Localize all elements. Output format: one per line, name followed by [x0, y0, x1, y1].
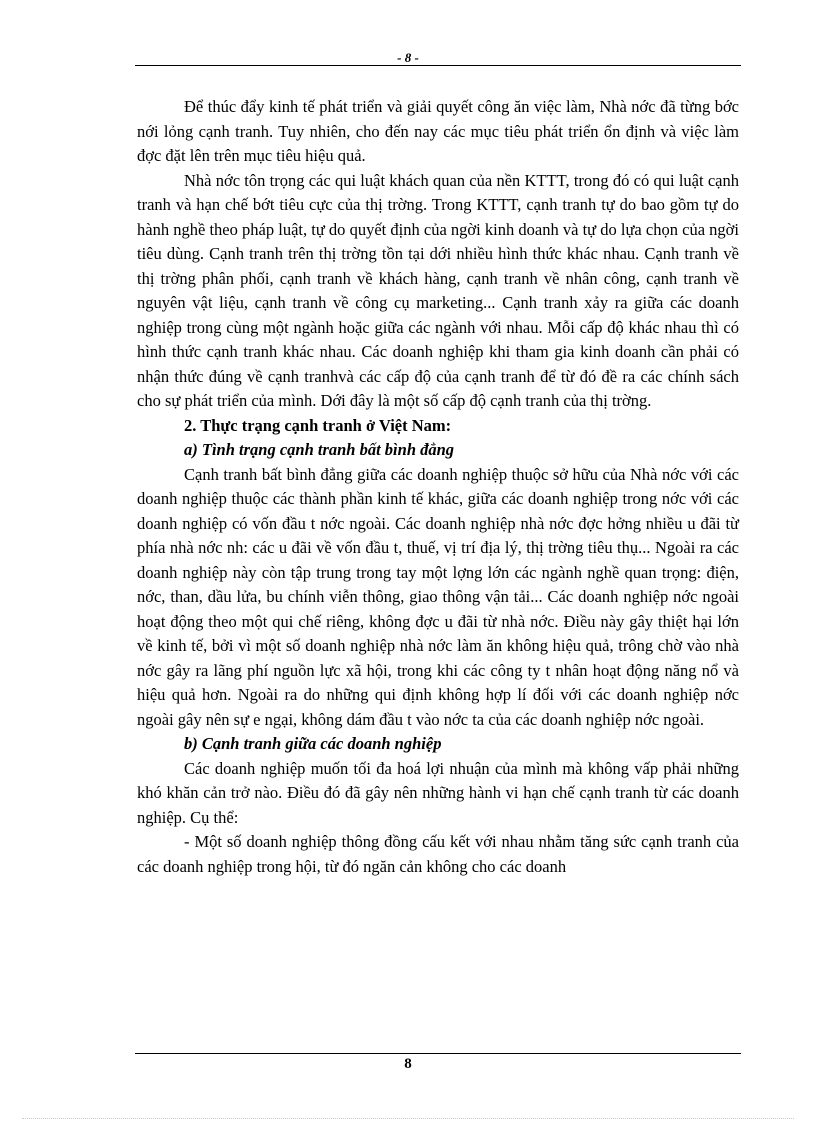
footer-divider	[135, 1053, 741, 1054]
page-bottom-edge	[22, 1118, 794, 1119]
header-divider	[135, 65, 741, 66]
paragraph-3: Cạnh tranh bất bình đẳng giữa các doanh nghiệp thuộc sở hữu của Nhà nớc với các doanh nghiệp thuộc các thành phần kinh tế khác, giữa các doanh nghiệp trong nớc với các doanh nghiệp có vốn đầu t nớc ngoài. Các doanh nghiệp nhà nớc đợc hởng nhiều u đãi từ phía nhà nớc nh: các u đãi về vốn đầu t, thuế, vị trí địa lý, thị trờng tiêu thụ... Ngoài ra các doanh nghiệp này còn tập trung trong tay một lợng lớn các ngành nghề quan trọng: điện, nớc, than, dầu lửa, bu chính viễn thông, giao thông vận tải... Các doanh nghiệp nớc ngoài hoạt động theo một qui chế riêng, không đợc u đãi từ nhà nớc. Điều này gây thiệt hại lớn về kinh tế, bởi vì một số doanh nghiệp nhà nớc làm ăn không hiệu quả, trông chờ vào nhà nớc gây ra lãng phí nguồn lực xã hội, trong khi các công ty t nhân hoạt động năng nổ và hiệu quả hơn. Ngoài ra do những qui định không hợp lí đối với các doanh nghiệp nớc ngoài gây nên sự e ngại, không dám đầu t vào nớc ta của các doanh nghiệp nớc ngoài.	[137, 464, 739, 729]
paragraph-1: Để thúc đẩy kinh tế phát triển và giải quyết công ăn việc làm, Nhà nớc đã từng bớc nới lỏng cạnh tranh. Tuy nhiên, cho đến nay các mục tiêu phát triển ổn định và việc làm đợc đặt lên trên mục tiêu hiệu quả.	[137, 97, 739, 165]
paragraph-4: Các doanh nghiệp muốn tối đa hoá lợi nhuận của mình mà không vấp phải những khó khăn cản trở nào. Điều đó đã gây nên những hành vi hạn chế cạnh tranh từ các doanh nghiệp. Cụ thể:	[137, 758, 739, 827]
subheading-b: b) Cạnh tranh giữa các doanh nghiệp	[184, 734, 442, 753]
footer-page-number: 8	[404, 1056, 412, 1072]
paragraph-2: Nhà nớc tôn trọng các qui luật khách quan của nền KTTT, trong đó có qui luật cạnh tranh và hạn chế bớt tiêu cực của thị trờng. Trong KTTT, cạnh tranh tự do bao gồm tự do hành nghề theo pháp luật, tự do quyết định của ngời kinh doanh và tự do lựa chọn của ngời tiêu dùng. Cạnh tranh trên thị trờng tồn tại dới nhiều hình thức khác nhau. Cạnh tranh về thị trờng phân phối, cạnh tranh về khách hàng, cạnh tranh về nhân công, cạnh tranh về nguyên vật liệu, cạnh tranh về công cụ marketing... Cạnh tranh xảy ra giữa các doanh nghiệp trong cùng một ngành hoặc giữa các ngành với nhau. Mỗi cấp độ khác nhau thì có hình thức cạnh tranh khác nhau. Các doanh nghiệp khi tham gia kinh doanh cần phải có nhận thức đúng về cạnh tranhvà các cấp độ của cạnh tranh để từ đó đề ra các chính sách cho sự phát triển của mình. Dới đây là một số cấp độ cạnh tranh của thị trờng.	[137, 170, 739, 410]
document-body	[137, 95, 739, 879]
header-page-number: - 8 -	[397, 50, 419, 65]
paragraph-5: - Một số doanh nghiệp thông đồng cấu kết với nhau nhằm tăng sức cạnh tranh của các doanh nghiệp trong hội, từ đó ngăn cản không cho các doanh	[137, 832, 739, 876]
subheading-a: a) Tình trạng cạnh tranh bất bình đẳng	[184, 440, 455, 459]
section-heading-2: 2. Thực trạng cạnh tranh ở Việt Nam:	[184, 415, 452, 435]
